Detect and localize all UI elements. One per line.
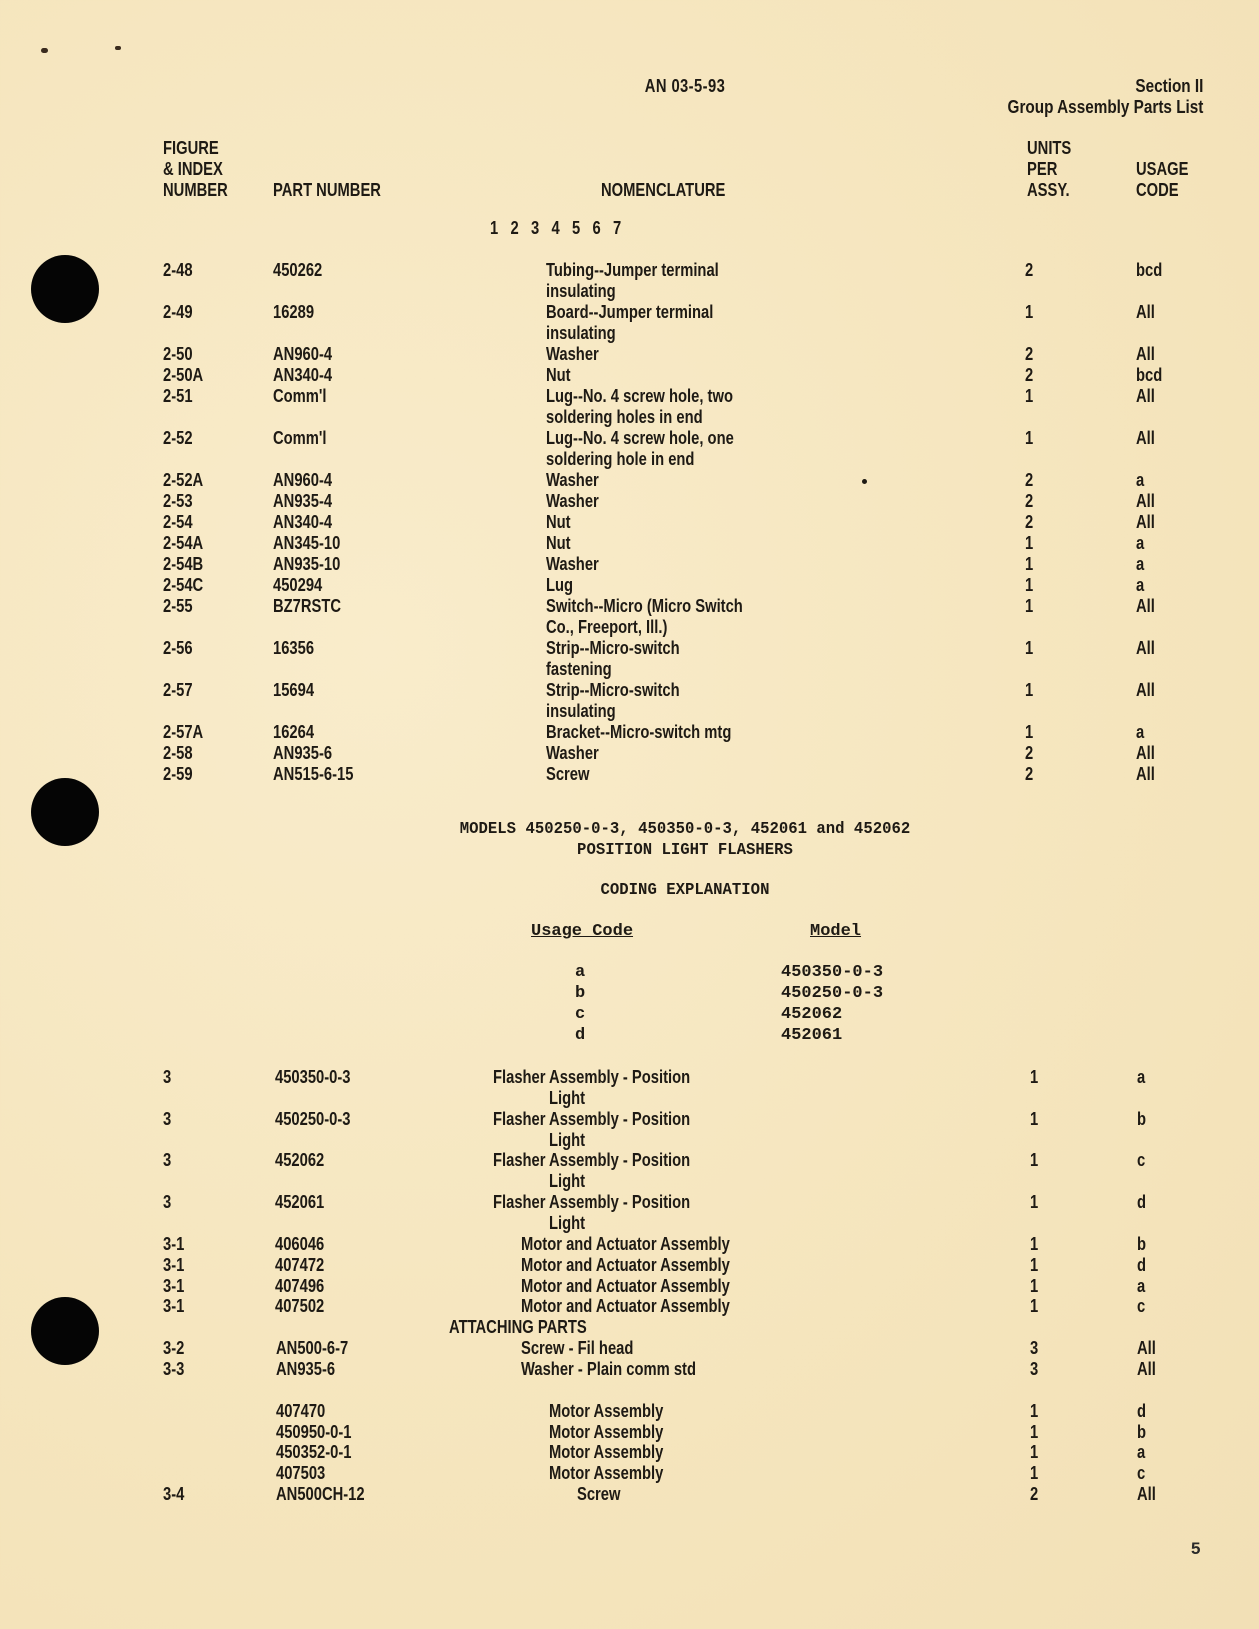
table-row: 3-4 AN500CH-12 Screw 2 All [163, 1484, 1156, 1504]
table-row: 2-55 BZ7RSTC Switch--Micro (Micro Switch 1 All [163, 596, 1155, 616]
table-row: 407470 Motor Assembly 1 d [276, 1401, 1147, 1421]
table-row: 2-48 450262 Tubing--Jumper terminal 2 bcd [163, 260, 1163, 280]
model-number: 450350-0-3 [781, 963, 884, 982]
scan-speck [115, 46, 121, 50]
table-row: 3-2 AN500-6-7 Screw - Fil head 3 All [163, 1338, 1156, 1358]
table-row-continuation: insulating [546, 281, 616, 301]
table-row: 2-49 16289 Board--Jumper terminal 1 All [163, 302, 1155, 322]
table-row-continuation: Co., Freeport, Ill.) [546, 617, 668, 637]
usage-code: b [575, 984, 586, 1003]
scan-speck [41, 48, 48, 53]
table-row: 2-50A AN340-4 Nut 2 bcd [163, 365, 1163, 385]
model-number: 450250-0-3 [781, 984, 884, 1003]
column-header-usage-code: USAGE CODE [1136, 159, 1189, 200]
table-row: 3 452062 Flasher Assembly - Position 1 c [163, 1150, 1146, 1170]
table-row-continuation: insulating [546, 323, 616, 343]
table-row: 3-1 407472 Motor and Actuator Assembly 1 d [163, 1255, 1147, 1275]
table-row: 2-54C 450294 Lug 1 a [163, 575, 1145, 595]
table-row: 450950-0-1 Motor Assembly 1 b [276, 1422, 1147, 1442]
table-row: 2-51 Comm'l Lug--No. 4 screw hole, two 1 All [163, 386, 1155, 406]
table-row: 3 450250-0-3 Flasher Assembly - Position 1 b [163, 1109, 1147, 1129]
table-row: 2-56 16356 Strip--Micro-switch 1 All [163, 638, 1155, 658]
table-row: 2-54B AN935-10 Washer 1 a [163, 554, 1145, 574]
table-row: 2-57A 16264 Bracket--Micro-switch mtg 1 a [163, 722, 1145, 742]
table-row: 450352-0-1 Motor Assembly 1 a [276, 1442, 1146, 1462]
column-header-units-per-assy: UNITS PER ASSY. [1027, 138, 1072, 200]
table-row: 2-58 AN935-6 Washer 2 All [163, 743, 1155, 763]
model-number: 452062 [781, 1005, 843, 1024]
table-row: 2-57 15694 Strip--Micro-switch 1 All [163, 680, 1155, 700]
models-title: MODELS 450250-0-3, 450350-0-3, 452061 and 452062 [459, 820, 911, 839]
section-label: Section II [1134, 76, 1203, 96]
table-row-continuation: soldering hole in end [546, 449, 695, 469]
table-row-continuation: Light [549, 1213, 586, 1233]
section-header [1007, 76, 1203, 118]
table-row: 2-54 AN340-4 Nut 2 All [163, 512, 1155, 532]
table-row-continuation: soldering holes in end [546, 407, 703, 427]
usage-code: a [575, 963, 586, 982]
usage-code-label: Usage Code [531, 922, 634, 941]
section-title: Group Assembly Parts List [1007, 97, 1203, 117]
table-row-continuation: Light [549, 1088, 586, 1108]
table-row-continuation: fastening [546, 659, 612, 679]
document-number: AN 03-5-93 [644, 76, 726, 96]
table-row: 2-50 AN960-4 Washer 2 All [163, 344, 1155, 364]
table-row: 3 450350-0-3 Flasher Assembly - Position 1 a [163, 1067, 1146, 1087]
models-subtitle: POSITION LIGHT FLASHERS [577, 841, 793, 860]
table-row: 3 452061 Flasher Assembly - Position 1 d [163, 1192, 1147, 1212]
usage-code: c [575, 1005, 586, 1024]
model-number: 452061 [781, 1026, 843, 1045]
table-row: 2-52 Comm'l Lug--No. 4 screw hole, one 1 All [163, 428, 1155, 448]
table-row-continuation: insulating [546, 701, 616, 721]
table-row: 2-52A AN960-4 Washer 2 a [163, 470, 1145, 490]
table-row-continuation: Light [549, 1171, 586, 1191]
ink-dot [862, 479, 867, 484]
table-row: 3-1 407496 Motor and Actuator Assembly 1 a [163, 1276, 1146, 1296]
table-row: 3-3 AN935-6 Washer - Plain comm std 3 All [163, 1359, 1156, 1379]
indent-level-digits: 1 2 3 4 5 6 7 [490, 218, 622, 238]
table-row: 3-1 407502 Motor and Actuator Assembly 1 c [163, 1296, 1146, 1316]
page-number: 5 [1191, 1539, 1201, 1558]
attaching-parts-heading: ATTACHING PARTS [449, 1317, 587, 1337]
table-row-continuation: Light [549, 1130, 586, 1150]
table-row: 3-1 406046 Motor and Actuator Assembly 1 b [163, 1234, 1147, 1254]
table-row: 2-59 AN515-6-15 Screw 2 All [163, 764, 1155, 784]
model-label: Model [810, 922, 862, 941]
coding-explanation-title: CODING EXPLANATION [600, 881, 770, 900]
table-row: 2-54A AN345-10 Nut 1 a [163, 533, 1145, 553]
column-header-part-number: PART NUMBER [273, 180, 381, 200]
table-row: 407503 Motor Assembly 1 c [276, 1463, 1146, 1483]
column-header-nomenclature: NOMENCLATURE [601, 180, 726, 200]
column-header-figure-index: FIGURE & INDEX NUMBER [163, 138, 228, 200]
usage-code: d [575, 1026, 586, 1045]
table-row: 2-53 AN935-4 Washer 2 All [163, 491, 1155, 511]
